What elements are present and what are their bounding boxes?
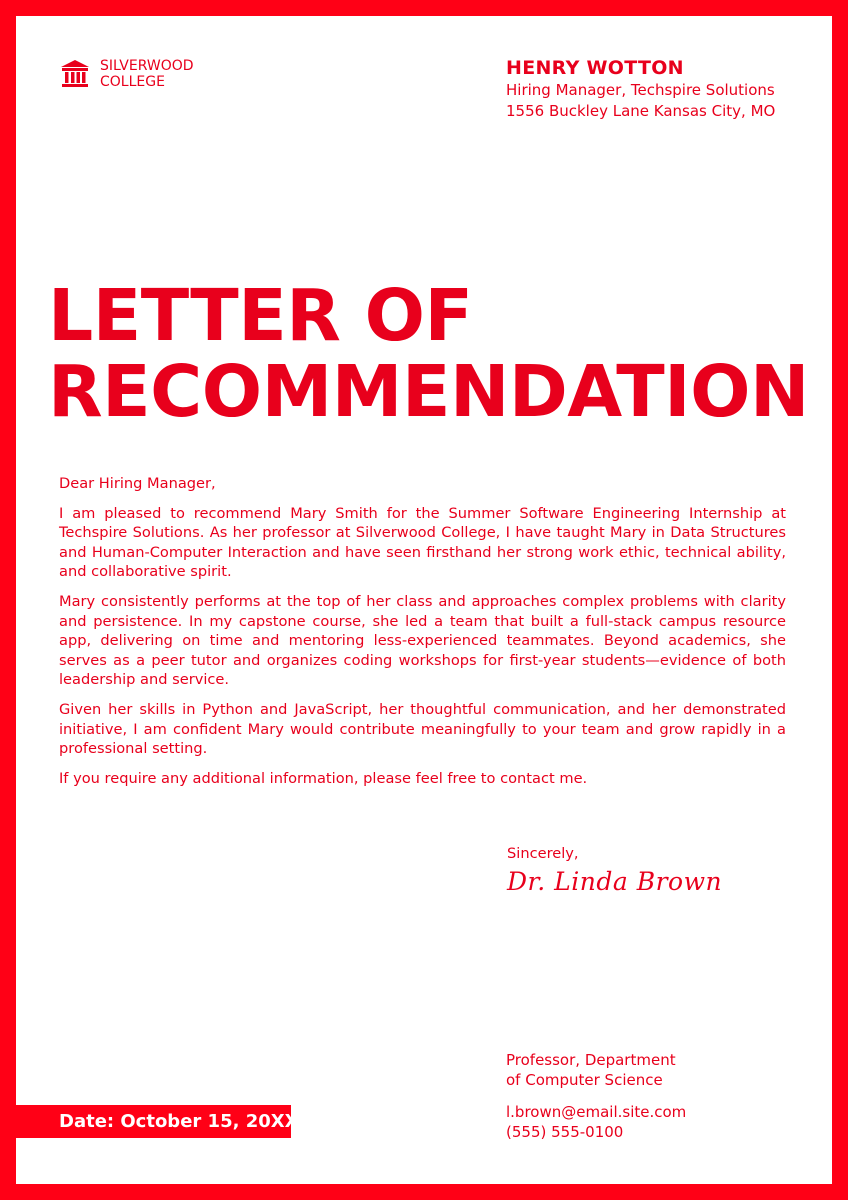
recipient-title: Hiring Manager, Techspire Solutions [506, 81, 775, 99]
date-banner: Date: October 15, 20XX [16, 1105, 291, 1138]
letter-body [59, 474, 786, 798]
college-logo [60, 58, 194, 90]
college-name [100, 58, 194, 90]
closing-salutation: Sincerely, [507, 845, 579, 862]
closing-block [507, 844, 722, 898]
paragraph: Mary consistently performs at the top of her class and approaches complex problems with clarity and persistence. In my capstone course, she led a team that built a full-stack campus resource app, delivering on time and mentoring less-experienced teammates. Beyond academics, she serves as a peer tutor and organizes coding workshops for first-year students—evidence of both leadership and service. [59, 592, 786, 689]
sender-contact [506, 1050, 686, 1142]
institution-icon [60, 59, 90, 89]
sender-phone: (555) 555-0100 [506, 1123, 624, 1141]
recipient-address: 1556 Buckley Lane Kansas City, MO [506, 102, 776, 120]
sender-position-line2: of Computer Science [506, 1071, 663, 1089]
college-name-line2: COLLEGE [100, 74, 165, 90]
sender-position-line1: Professor, Department [506, 1051, 676, 1069]
salutation: Dear Hiring Manager, [59, 475, 216, 492]
recipient-name: HENRY WOTTON [506, 57, 684, 79]
title-line1: LETTER OF [48, 274, 473, 357]
letter-page [16, 16, 832, 1184]
document-title [48, 274, 809, 433]
recipient-block [506, 56, 775, 122]
sender-email: l.brown@email.site.com [506, 1103, 687, 1121]
paragraph: Given her skills in Python and JavaScript, her thoughtful communication, and her demonstrated initiative, I am confident Mary would contribute meaningfully to your team and grow rapidly in a professional setting. [59, 700, 786, 758]
signature: Dr. Linda Brown [507, 867, 723, 896]
title-line2: RECOMMENDATION [48, 350, 809, 433]
paragraph: I am pleased to recommend Mary Smith for the Summer Software Engineering Internship at Techspire Solutions. As her professor at Silverwood College, I have taught Mary in Data Structures and Human-Computer Interaction and have seen firsthand her strong work ethic, technical ability, and collaborative spirit. [59, 504, 786, 581]
paragraph: If you require any additional information, please feel free to contact me. [59, 769, 588, 787]
college-name-line1: SILVERWOOD [100, 58, 194, 74]
